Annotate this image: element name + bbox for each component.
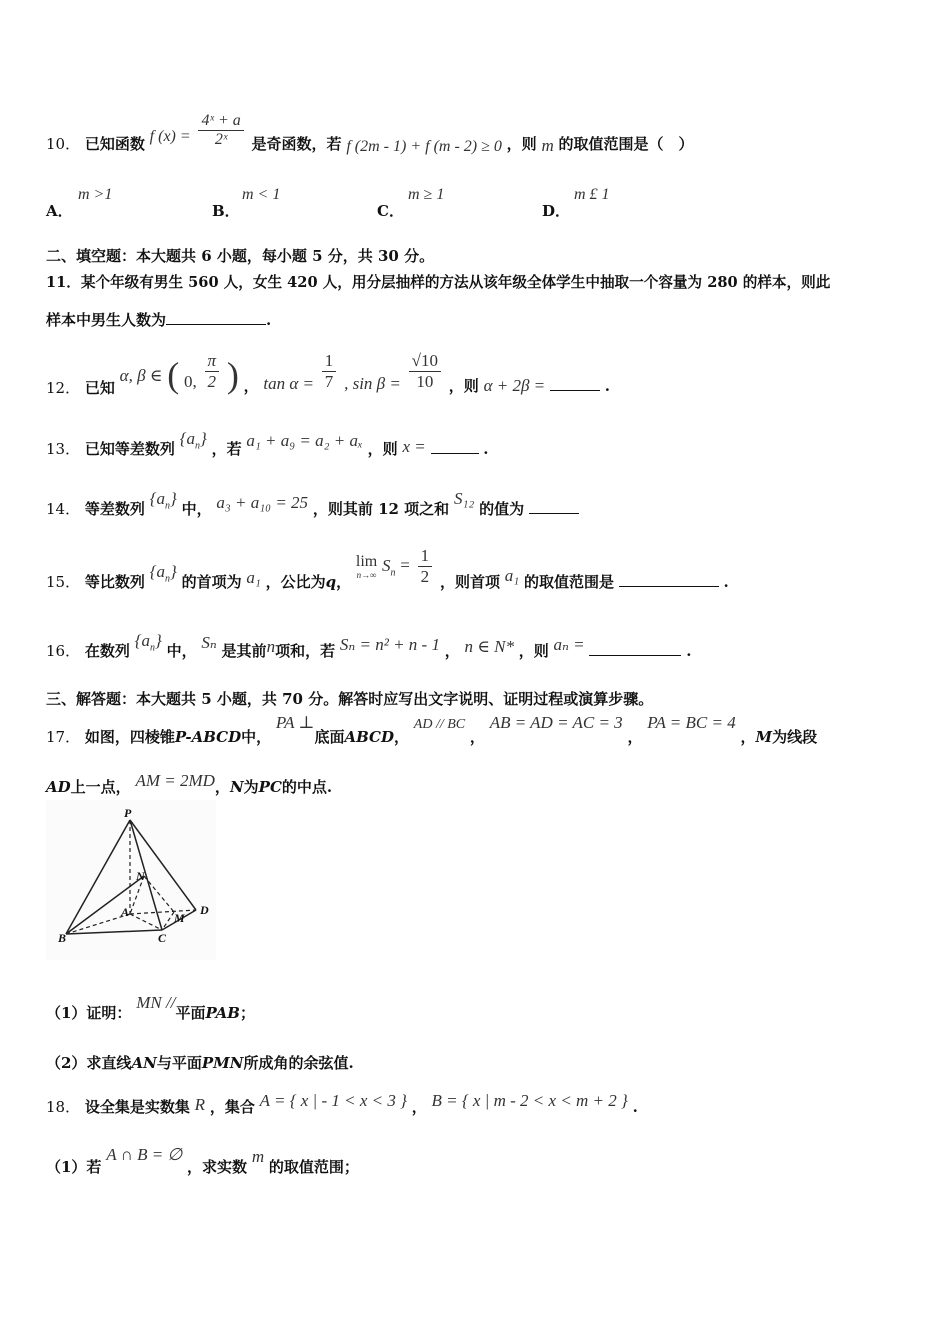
q17-pa: PA ⊥: [275, 713, 315, 732]
q12-sin-num: √10: [409, 351, 441, 372]
q10-condition: f (2m - 1) + f (m - 2) ≥ 0: [346, 137, 502, 155]
q12-pi-den: 2: [207, 371, 217, 391]
q15-sn-sub: n: [390, 566, 396, 578]
pyramid-figure: [46, 800, 216, 960]
section2-title: 二、填空题：本大题共 6 小题，每小题 5 分，共 30 分。: [46, 247, 435, 265]
q10-option-b-label[interactable]: B．: [212, 202, 240, 220]
q18-set-a: A = { x | - 1 < x < 3 }: [259, 1091, 407, 1110]
q18-number: 18．: [46, 1098, 81, 1116]
q14-seq: $\{a_n\}$: [149, 489, 177, 512]
q18-part1-label: （1）若: [46, 1158, 102, 1176]
q17-line2-d: 的中点.: [281, 778, 333, 796]
q14-number: 14．: [46, 500, 81, 518]
q15-sn-s: S: [382, 555, 391, 575]
q10-mid: 是奇函数，若: [251, 134, 342, 153]
q15-mid: 的首项为: [181, 572, 242, 591]
q12-answer-blank[interactable]: [550, 376, 600, 391]
q18-set-b: B = { x | m - 2 < x < m + 2 }: [431, 1091, 628, 1110]
q17-abcd: ABCD: [344, 728, 394, 746]
q15-a1: a₁: [246, 567, 261, 587]
q18-part1-math: A ∩ B = ∅: [106, 1145, 183, 1164]
q18-part1-end: 的取值范围；: [268, 1158, 359, 1176]
q10-option-d-expr: m £ 1: [574, 186, 610, 203]
q12-sin: , sin β =: [344, 374, 401, 393]
q14-prefix: 等差数列: [84, 500, 145, 518]
q15-seq-sub: n: [164, 572, 170, 584]
q13-number: 13．: [46, 440, 81, 458]
q17-n-label: N: [229, 778, 244, 796]
q15-seq-a: a: [156, 561, 165, 581]
q15-answer-blank[interactable]: [619, 572, 719, 587]
q12-paren-right: ): [226, 355, 239, 395]
q11-line2: [46, 309, 271, 330]
q17-base: 底面: [314, 728, 345, 746]
q17-am: AM = 2MD: [135, 771, 215, 790]
q16-seq: $\{a_n\}$: [134, 631, 162, 654]
q16-comma: ，: [444, 642, 460, 660]
q12-target: α + 2β =: [483, 376, 546, 395]
q18-line: [46, 1082, 638, 1118]
q17-line2-c: 为: [243, 778, 259, 796]
q17-part1-plane: PAB: [205, 1004, 240, 1022]
q12-sep: ，: [243, 377, 259, 395]
q18-mid: ，集合: [209, 1098, 255, 1116]
q13-line: [46, 424, 489, 464]
q12-then: ，则: [448, 377, 479, 395]
label-B: B: [58, 931, 67, 945]
q15-q: q: [325, 572, 337, 591]
q17-line2-b: ，: [214, 778, 230, 796]
q10-func-lhs: f (x) =: [149, 127, 191, 145]
q17-pc: PC: [258, 778, 282, 796]
q12-interval-open: 0,: [183, 372, 197, 391]
q17-c4: ，: [740, 728, 756, 746]
q15-end: .: [723, 572, 729, 591]
q10-prefix: 已知函数: [84, 134, 145, 153]
q18-part1-m: m: [251, 1147, 265, 1166]
q14-seq-a: a: [156, 489, 165, 508]
q11-end: .: [266, 311, 272, 329]
q12-set: α, β ∈: [119, 366, 163, 385]
q17-part2-label: （2）求直线: [46, 1054, 132, 1072]
q15-then: ，则首项: [439, 572, 500, 591]
q13-end: .: [483, 440, 489, 458]
q17-line1: [46, 710, 817, 746]
q13-mid: ，若: [211, 440, 242, 458]
q12-pi-num: π: [205, 351, 220, 372]
q14-answer-blank[interactable]: [529, 499, 579, 514]
label-C: C: [158, 931, 167, 945]
q17-part2-pmn: PMN: [201, 1054, 244, 1072]
q12-sin-fraction: [409, 351, 441, 392]
q10-option-a-label[interactable]: A．: [46, 202, 73, 220]
q12-end: .: [604, 377, 610, 395]
q10-func-denominator: 2ˣ: [214, 131, 228, 148]
q10-var-m: m: [541, 135, 554, 155]
q12-tan-den: 7: [324, 371, 334, 391]
q17-eq2: PA = BC = 4: [647, 713, 736, 732]
q12-line: [46, 342, 610, 397]
q17-m-text: 为线段: [772, 728, 818, 746]
q17-ad: AD: [46, 778, 71, 796]
q12-paren-left: (: [167, 355, 180, 395]
q17-m-label: M: [755, 728, 773, 746]
q15-eq: =: [400, 555, 410, 575]
q15-fraction: [418, 546, 433, 587]
q10-suffix: 的取值范围是（ ）: [558, 134, 694, 153]
q17-ad-bc: AD // BC: [413, 717, 466, 732]
q10-number: 10．: [46, 134, 81, 153]
q15-lim: lim: [355, 552, 378, 570]
q16-mid2: 是其前: [221, 642, 267, 660]
q17-part1-end: ；: [239, 1004, 255, 1022]
q10-option-c-expr: m ≥ 1: [408, 186, 445, 203]
q14-eq: a₃ + a₁₀ = 25: [216, 493, 309, 512]
q17-c2: ，: [469, 728, 485, 746]
q14-then: ，则其前 12 项之和: [312, 500, 450, 518]
q17-line2-a: 上一点，: [70, 778, 131, 796]
q10-func-fraction: [198, 112, 243, 149]
q15-limit: [356, 554, 377, 580]
q15-a1b: a₁: [504, 565, 520, 585]
q17-mid: 中，: [241, 728, 272, 746]
q16-domain: n ∈ N*: [464, 637, 514, 656]
q15-suffix: 的取值范围是: [523, 572, 614, 591]
q16-prefix: 在数列: [84, 642, 130, 660]
label-M: M: [174, 911, 185, 925]
q16-eq: Sₙ = n² + n - 1: [339, 635, 440, 654]
q12-pi-fraction: [205, 351, 220, 392]
q15-prefix: 等比数列: [84, 572, 145, 591]
q16-then: ，则: [518, 642, 549, 660]
label-N: N: [136, 869, 145, 883]
q10-mid2: ，则: [506, 134, 537, 153]
q16-end: .: [686, 642, 692, 660]
q17-part1-text: 平面: [175, 1004, 206, 1022]
q10-option-d-label[interactable]: D．: [542, 202, 571, 220]
q16-an: aₙ =: [553, 635, 585, 654]
q18-part1-mid: ，求实数: [187, 1158, 248, 1176]
q12-number: 12．: [46, 379, 81, 397]
q16-seq-sub: n: [149, 642, 155, 654]
q15-ratio: ，公比为: [265, 572, 326, 591]
q13-seq-a: a: [186, 429, 195, 448]
q12-tan-num: 1: [322, 351, 337, 372]
q17-c1: ，: [394, 728, 410, 746]
q10-option-b-expr: m < 1: [242, 186, 281, 203]
q14-mid: 中，: [181, 500, 212, 518]
q10-func-numerator: 4ˣ + a: [198, 112, 243, 131]
q15-seq: $\{a_n\}$: [149, 561, 177, 584]
q17-part2-end: 所成角的余弦值.: [243, 1054, 354, 1072]
q11-line1: 11．某个年级有男生 560 人，女生 420 人，用分层抽样的方法从该年级全体学生中抽取一个容量为 280 的样本，则此: [46, 274, 831, 291]
q12-tan-fraction: [322, 351, 337, 392]
q18-r: R: [194, 1095, 206, 1114]
q17-part1-math: MN //: [136, 993, 176, 1012]
q10-option-a-expr: m >1: [78, 186, 113, 203]
q16-n: n: [266, 637, 276, 656]
q18-part1: [46, 1140, 359, 1176]
q17-part1: [46, 990, 255, 1020]
q17-part2: [46, 1052, 354, 1073]
q17-prefix: 如图，四棱锥: [84, 728, 175, 746]
q14-line: [46, 484, 579, 524]
q17-part2-an: AN: [131, 1054, 157, 1072]
q13-seq: $\{a_n\}$: [179, 429, 207, 452]
q15-comma: ，: [336, 572, 352, 591]
q10-option-c-label[interactable]: C．: [377, 202, 404, 220]
q14-seq-sub: n: [164, 500, 170, 512]
q14-suffix: 的值为: [479, 500, 525, 518]
q14-s12: S₁₂: [453, 489, 475, 508]
q12-sin-den: 10: [416, 371, 434, 391]
q17-eq1: AB = AD = AC = 3: [489, 713, 623, 732]
q16-number: 16．: [46, 642, 81, 660]
q15-line: [46, 546, 729, 592]
section3-title: 三、解答题：本大题共 5 小题，共 70 分。解答时应写出文字说明、证明过程或演算步骤。: [46, 690, 654, 708]
q18-prefix: 设全集是实数集: [84, 1098, 190, 1116]
q17-pyramid: P-ABCD: [174, 728, 242, 746]
q11-line2-text: 样本中男生人数为: [46, 311, 167, 329]
q15-frac-num: 1: [418, 546, 433, 567]
q16-mid3: 项和，若: [275, 642, 336, 660]
q17-c3: ，: [627, 728, 643, 746]
q16-seq-a: a: [141, 631, 150, 650]
q17-number: 17．: [46, 728, 81, 746]
q15-frac-den: 2: [420, 567, 430, 586]
q17-part1-label: （1）证明：: [46, 1004, 132, 1022]
label-P: P: [124, 806, 132, 820]
q16-mid: 中，: [166, 642, 197, 660]
q13-x: x =: [402, 437, 426, 456]
label-A: A: [121, 905, 130, 919]
q16-line: [46, 624, 691, 664]
q13-answer-blank[interactable]: [431, 439, 479, 454]
q12-tan: tan α =: [263, 374, 315, 393]
q15-sn: [382, 555, 396, 578]
q13-prefix: 已知等差数列: [84, 440, 175, 458]
q17-line2: [46, 770, 332, 800]
q18-comma: ，: [411, 1098, 427, 1116]
q13-eq: a₁ + a₉ = a₂ + aₓ: [246, 431, 363, 450]
q13-then: ，则: [367, 440, 398, 458]
q11-answer-blank[interactable]: [166, 310, 266, 325]
q18-end: .: [632, 1098, 638, 1116]
q15-number: 15．: [46, 572, 81, 591]
label-D: D: [200, 903, 209, 917]
q13-seq-sub: n: [194, 440, 200, 452]
q15-lim-sub: n→∞: [356, 569, 377, 580]
q12-prefix: 已知: [84, 379, 115, 397]
q10-line: [46, 112, 694, 158]
q16-sn: Sₙ: [201, 633, 217, 652]
q17-part2-mid: 与平面: [156, 1054, 202, 1072]
q16-answer-blank[interactable]: [589, 641, 681, 656]
